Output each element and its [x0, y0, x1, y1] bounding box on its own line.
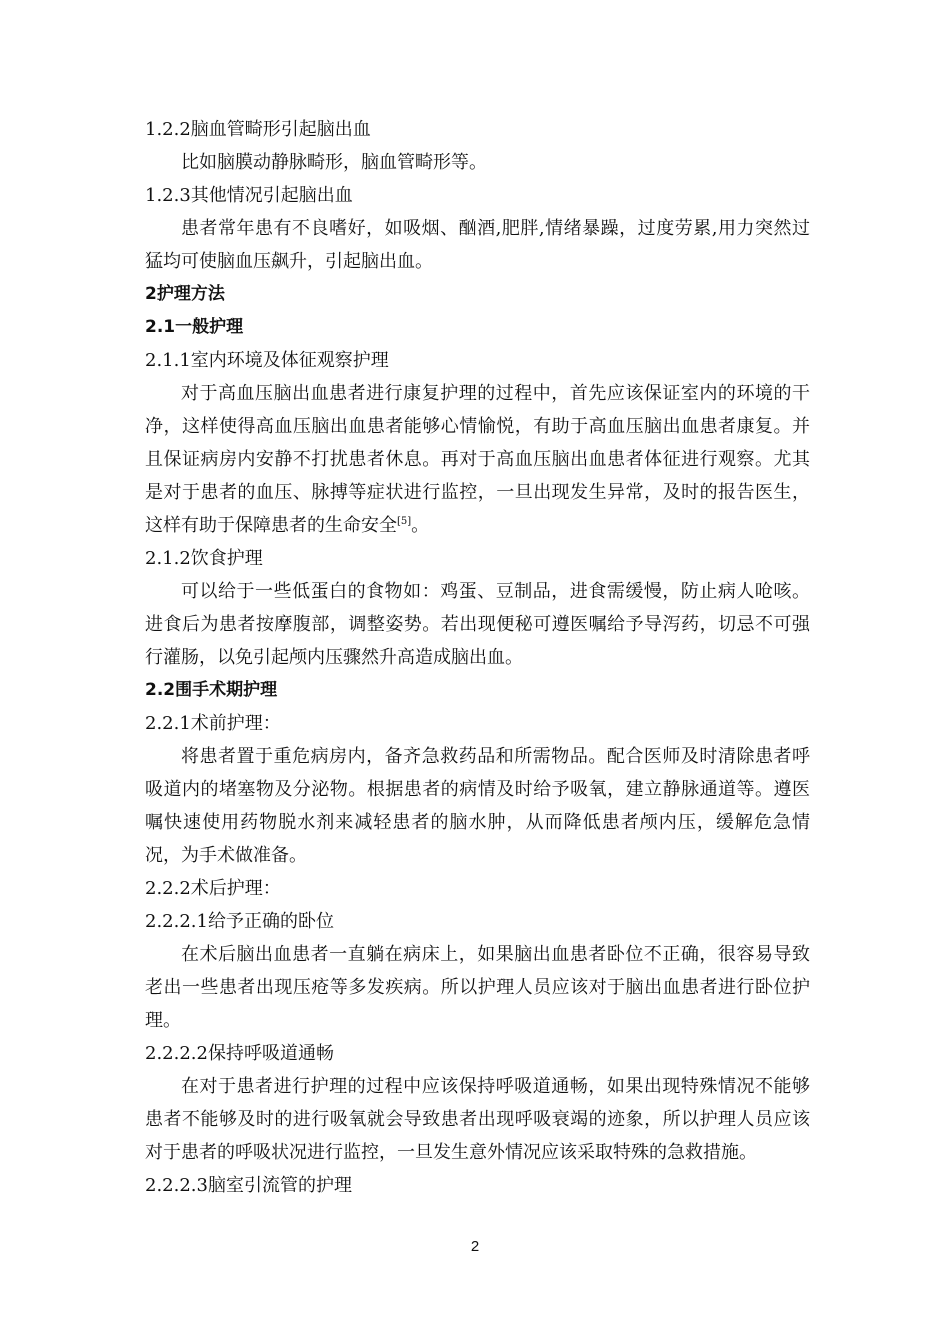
paragraph: 比如脑膜动静脉畸形，脑血管畸形等。 [181, 152, 487, 173]
chapter-subheading: 2.2围手术期护理 [145, 680, 278, 700]
section-heading: 2.2.1术前护理： [145, 713, 281, 734]
page-number: 2 [470, 1238, 480, 1255]
paragraph: 患者常年患有不良嗜好，如吸烟、酗酒,肥胖,情绪暴躁，过度劳累,用力突然过猛均可使脑血压飙升，引起脑出血。 [145, 218, 810, 272]
section-heading: 2.2.2术后护理： [145, 878, 281, 899]
section-heading: 2.2.2.3脑室引流管的护理 [145, 1175, 352, 1196]
section-heading: 2.2.2.1给予正确的卧位 [145, 911, 334, 932]
citation-ref[interactable]: [5] [397, 516, 412, 527]
chapter-heading: 2护理方法 [145, 284, 225, 304]
section-heading: 2.2.2.2保持呼吸道通畅 [145, 1043, 334, 1064]
paragraph: 在对于患者进行护理的过程中应该保持呼吸道通畅，如果出现特殊情况不能够患者不能够及时的进行吸氧就会导致患者出现呼吸衰竭的迹象，所以护理人员应该对于患者的呼吸状况进行监控，一旦发生意外情况应该采取特殊的急救措施。 [145, 1076, 810, 1163]
paragraph-with-citation [145, 377, 810, 542]
section-heading: 1.2.3其他情况引起脑出血 [145, 185, 353, 206]
chapter-subheading: 2.1一般护理 [145, 317, 244, 337]
paragraph: 将患者置于重危病房内，备齐急救药品和所需物品。配合医师及时清除患者呼吸道内的堵塞物及分泌物。根据患者的病情及时给予吸氧，建立静脉通道等。遵医嘱快速使用药物脱水剂来减轻患者的脑水肿，从而降低患者颅内压，缓解危急情况，为手术做准备。 [145, 746, 810, 866]
paragraph: 在术后脑出血患者一直躺在病床上，如果脑出血患者卧位不正确，很容易导致老出一些患者出现压疮等多发疾病。所以护理人员应该对于脑出血患者进行卧位护理。 [145, 944, 810, 1031]
paragraph-tail: 。 [411, 515, 430, 536]
section-heading: 2.1.1室内环境及体征观察护理 [145, 350, 389, 371]
page-content [145, 113, 810, 1202]
section-heading: 2.1.2饮食护理 [145, 548, 263, 569]
paragraph: 可以给于一些低蛋白的食物如：鸡蛋、豆制品，进食需缓慢，防止病人呛咳。进食后为患者按摩腹部，调整姿势。若出现便秘可遵医嘱给予导泻药，切忌不可强行灌肠，以免引起颅内压骤然升高造成脑出血。 [145, 581, 810, 668]
section-heading: 1.2.2脑血管畸形引起脑出血 [145, 119, 371, 140]
paragraph-text: 对于高血压脑出血患者进行康复护理的过程中，首先应该保证室内的环境的干净，这样使得高血压脑出血患者能够心情愉悦，有助于高血压脑出血患者康复。并且保证病房内安静不打扰患者休息。再对于高血压脑出血患者体征进行观察。尤其是对于患者的血压、脉搏等症状进行监控，一旦出现发生异常，及时的报告医生，这样有助于保障患者的生命安全 [145, 383, 810, 536]
